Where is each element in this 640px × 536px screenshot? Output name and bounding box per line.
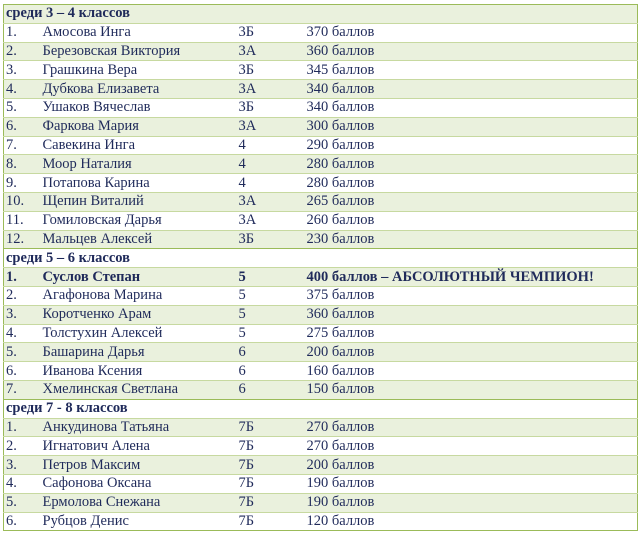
- place-cell: 7.: [4, 380, 41, 399]
- student-name-cell: Щепин Виталий: [41, 192, 237, 211]
- score-cell: 280 баллов: [306, 174, 375, 191]
- table-row: [4, 437, 638, 456]
- place-cell: 12.: [4, 230, 41, 249]
- table-row: [4, 211, 638, 230]
- score-cell: 260 баллов: [306, 212, 375, 229]
- student-name-cell: Иванова Ксения: [42, 362, 143, 379]
- student-name-cell: Березовская Виктория: [41, 42, 237, 61]
- score-cell: 375 баллов: [306, 287, 375, 304]
- table-row-champion: [4, 268, 638, 287]
- table-row: [4, 343, 638, 362]
- score-cell: 345 баллов: [306, 61, 375, 78]
- score-cell: 360 баллов: [305, 42, 638, 61]
- table-row: [4, 192, 638, 211]
- place-cell: 2.: [4, 42, 41, 61]
- student-name-cell: Анкудинова Татьяна: [41, 418, 237, 437]
- place-cell: 1.: [4, 418, 41, 437]
- student-name-cell: Амосова Инга: [42, 24, 131, 41]
- student-name-cell: Гомиловская Дарья: [42, 212, 162, 229]
- table-row: [4, 324, 638, 343]
- class-cell: 6: [237, 380, 305, 399]
- class-cell: 5: [238, 324, 246, 341]
- class-cell: 7Б: [237, 493, 305, 512]
- score-cell: 150 баллов: [305, 380, 638, 399]
- class-cell: 4: [238, 174, 246, 191]
- score-cell: 400 баллов – АБСОЛЮТНЫЙ ЧЕМПИОН!: [305, 268, 638, 287]
- student-name-cell: Потапова Карина: [42, 174, 150, 191]
- class-cell: 6: [238, 362, 246, 379]
- table-row: [4, 117, 638, 136]
- student-name-cell: Грашкина Вера: [42, 61, 138, 78]
- score-cell: 200 баллов: [305, 343, 638, 362]
- place-cell: 5.: [4, 493, 41, 512]
- class-cell: 7Б: [237, 418, 305, 437]
- student-name-cell: Сафонова Оксана: [42, 475, 152, 492]
- place-cell: 3.: [4, 305, 41, 324]
- place-cell: 3.: [6, 61, 17, 78]
- score-cell: 270 баллов: [306, 437, 375, 454]
- table-row: [4, 98, 638, 117]
- place-cell: 5.: [4, 343, 41, 362]
- score-cell: 290 баллов: [306, 136, 375, 153]
- student-name-cell: Моор Наталия: [41, 155, 237, 174]
- table-row: [4, 380, 638, 399]
- score-cell: 120 баллов: [306, 512, 375, 529]
- student-name-cell: Агафонова Марина: [42, 287, 163, 304]
- class-cell: 3А: [238, 212, 257, 229]
- section-header: [4, 399, 638, 418]
- score-cell: 360 баллов: [305, 305, 638, 324]
- score-cell: 340 баллов: [306, 99, 375, 116]
- student-name-cell: Ушаков Вячеслав: [42, 99, 151, 116]
- score-cell: 160 баллов: [306, 362, 375, 379]
- class-cell: 6: [237, 343, 305, 362]
- table-row: [4, 474, 638, 493]
- table-row: [4, 61, 638, 80]
- class-cell: 3А: [237, 117, 305, 136]
- class-cell: 5: [238, 287, 246, 304]
- score-cell: 190 баллов: [306, 475, 375, 492]
- place-cell: 11.: [6, 212, 24, 229]
- student-name-cell: Толстухин Алексей: [42, 324, 163, 341]
- class-cell: 5: [237, 305, 305, 324]
- place-cell: 4.: [4, 80, 41, 99]
- table-row: [4, 23, 638, 42]
- score-cell: 280 баллов: [305, 155, 638, 174]
- table-row: [4, 230, 638, 249]
- class-cell: 3А: [237, 192, 305, 211]
- student-name-cell: Коротченко Арам: [41, 305, 237, 324]
- class-cell: 4: [237, 155, 305, 174]
- score-cell: 190 баллов: [305, 493, 638, 512]
- place-cell: 1.: [4, 268, 41, 287]
- score-cell: 270 баллов: [305, 418, 638, 437]
- table-row: [4, 286, 638, 305]
- section-title: среди 5 – 6 классов: [4, 249, 638, 268]
- place-cell: 5.: [6, 99, 17, 116]
- table-row: [4, 362, 638, 381]
- table-row: [4, 512, 638, 531]
- table-row: [4, 493, 638, 512]
- place-cell: 9.: [6, 174, 17, 191]
- score-cell: 230 баллов: [305, 230, 638, 249]
- student-name-cell: Ермолова Снежана: [41, 493, 237, 512]
- table-row: [4, 42, 638, 61]
- results-body: [4, 5, 638, 531]
- table-row: [4, 136, 638, 155]
- student-name-cell: Суслов Степан: [41, 268, 237, 287]
- student-name-cell: Петров Максим: [41, 456, 237, 475]
- class-cell: 3Б: [238, 99, 255, 116]
- student-name-cell: Башарина Дарья: [41, 343, 237, 362]
- section-header: [4, 249, 638, 268]
- score-cell: 265 баллов: [305, 192, 638, 211]
- score-cell: 200 баллов: [305, 456, 638, 475]
- section-title: среди 7 - 8 классов: [4, 399, 638, 418]
- place-cell: 6.: [4, 117, 41, 136]
- place-cell: 3.: [4, 456, 41, 475]
- place-cell: 2.: [6, 437, 17, 454]
- section-title: среди 3 – 4 классов: [4, 5, 638, 24]
- score-cell: 340 баллов: [305, 80, 638, 99]
- table-row: [4, 305, 638, 324]
- class-cell: 5: [237, 268, 305, 287]
- student-name-cell: Хмелинская Светлана: [41, 380, 237, 399]
- section-header: [4, 5, 638, 24]
- student-name-cell: Игнатович Алена: [42, 437, 150, 454]
- class-cell: 7Б: [238, 512, 255, 529]
- class-cell: 7Б: [238, 475, 255, 492]
- table-row: [4, 456, 638, 475]
- student-name-cell: Мальцев Алексей: [41, 230, 237, 249]
- class-cell: 7Б: [238, 437, 255, 454]
- score-cell: 275 баллов: [306, 324, 375, 341]
- place-cell: 7.: [6, 136, 17, 153]
- results-table: [3, 4, 638, 531]
- class-cell: 3Б: [237, 230, 305, 249]
- place-cell: 6.: [6, 362, 17, 379]
- table-row: [4, 418, 638, 437]
- student-name-cell: Фаркова Мария: [41, 117, 237, 136]
- class-cell: 3Б: [238, 61, 255, 78]
- class-cell: 3А: [237, 80, 305, 99]
- score-cell: 300 баллов: [305, 117, 638, 136]
- place-cell: 6.: [6, 512, 17, 529]
- place-cell: 4.: [6, 324, 17, 341]
- place-cell: 8.: [4, 155, 41, 174]
- score-cell: 370 баллов: [306, 24, 375, 41]
- place-cell: 10.: [4, 192, 41, 211]
- class-cell: 3Б: [238, 24, 255, 41]
- class-cell: 3А: [237, 42, 305, 61]
- student-name-cell: Дубкова Елизавета: [41, 80, 237, 99]
- table-row: [4, 174, 638, 193]
- student-name-cell: Рубцов Денис: [42, 512, 129, 529]
- place-cell: 2.: [6, 287, 17, 304]
- place-cell: 4.: [6, 475, 17, 492]
- student-name-cell: Савекина Инга: [42, 136, 136, 153]
- place-cell: 1.: [6, 24, 17, 41]
- class-cell: 4: [238, 136, 246, 153]
- class-cell: 7Б: [237, 456, 305, 475]
- table-row: [4, 80, 638, 99]
- table-row: [4, 155, 638, 174]
